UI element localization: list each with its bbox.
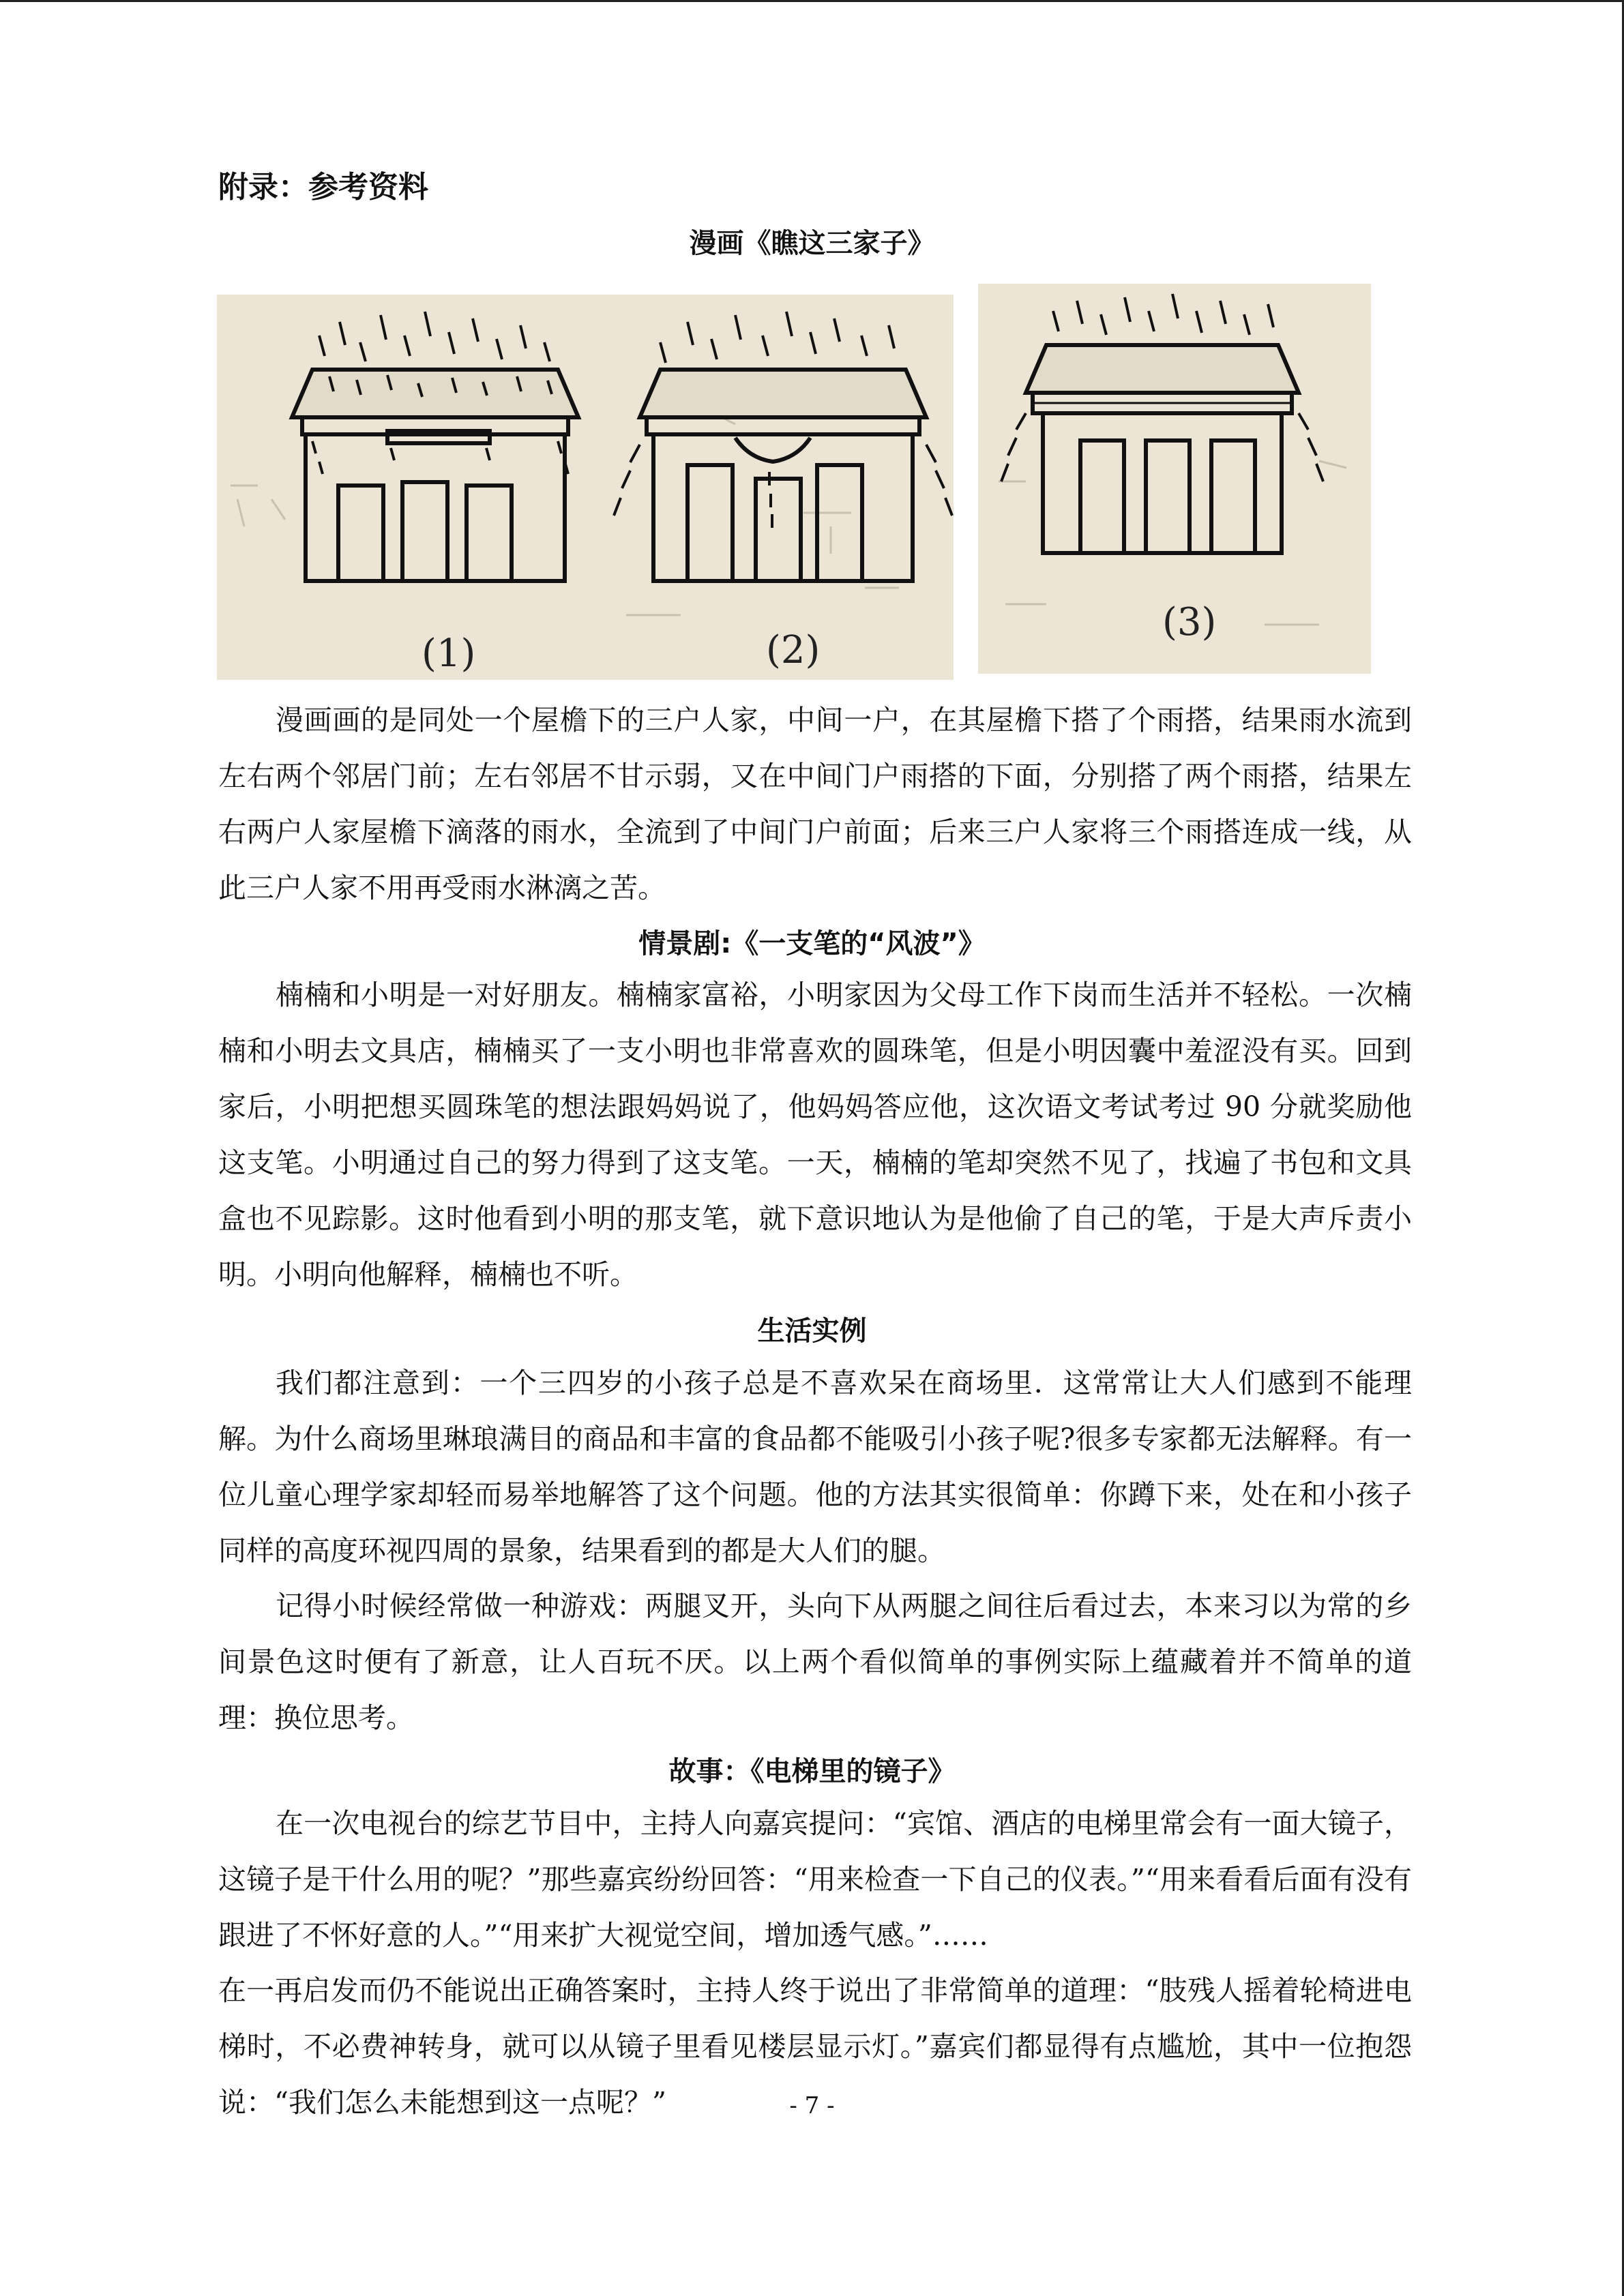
comic-title: 漫画《瞧这三家子》 [689, 228, 935, 259]
comic-image-panels-1-2 [217, 295, 954, 680]
story-paragraph-1: 在一次电视台的综艺节目中，主持人向嘉宾提问：“宾馆、酒店的电梯里常会有一面大镜子，这镜子是干什么用的呢？”那些嘉宾纷纷回答：“用来检查一下自己的仪表。”“用来看看后面有没有跟进了不怀好意的人。”“用来扩大视觉空间，增加透气感。”…… [218, 1807, 1412, 1952]
house-3 [1026, 345, 1299, 553]
page-top-border [0, 0, 1624, 2]
drama-title: 情景剧:《一支笔的“风波”》 [638, 928, 986, 959]
house-1 [292, 370, 578, 581]
appendix-title: 附录：参考资料 [218, 170, 428, 205]
panel-label-2: (2) [766, 628, 821, 672]
panel-label-3: (3) [1162, 600, 1217, 644]
drama-paragraph: 楠楠和小明是一对好朋友。楠楠家富裕，小明家因为父母工作下岗而生活并不轻松。一次楠楠和小明去文具店，楠楠买了一支小明也非常喜欢的圆珠笔，但是小明因囊中羞涩没有买。回到家后，小明把想买圆珠笔的想法跟妈妈说了，他妈妈答应他，这次语文考试考过 90 分就奖励他这支笔。小明通过自己的努力得到了这支笔。一天，楠楠的笔却突然不见了，找遍了书包和文具盒也不见踪影。这时他看到小明的那支笔，就下意识地认为是他偷了自己的笔，于是大声斥责小明。小明向他解释，楠楠也不听。 [218, 979, 1412, 1291]
page-number: - 7 - [789, 2092, 835, 2119]
life-example-title: 生活实例 [757, 1315, 867, 1347]
panel-label-1: (1) [422, 631, 476, 676]
comic-description: 漫画画的是同处一个屋檐下的三户人家，中间一户，在其屋檐下搭了个雨搭，结果雨水流到左右两个邻居门前；左右邻居不甘示弱，又在中间门户雨搭的下面，分别搭了两个雨搭，结果左右两户人家屋檐下滴落的雨水，全流到了中间门户前面；后来三户人家将三个雨搭连成一线，从此三户人家不用再受雨水淋漓之苦。 [218, 704, 1412, 904]
house-2 [640, 370, 926, 581]
comic-image-panel-3 [978, 284, 1371, 674]
story-paragraph-2: 在一再启发而仍不能说出正确答案时，主持人终于说出了非常简单的道理：“肢残人摇着轮椅进电梯时，不必费神转身，就可以从镜子里看见楼层显示灯。”嘉宾们都显得有点尴尬，其中一位抱怨说：“我们怎么未能想到这一点呢？” [218, 1974, 1412, 2119]
life-example-paragraph-2: 记得小时候经常做一种游戏：两腿叉开，头向下从两腿之间往后看过去，本来习以为常的乡间景色这时便有了新意，让人百玩不厌。以上两个看似简单的事例实际上蕴藏着并不简单的道理：换位思考。 [218, 1590, 1412, 1734]
life-example-paragraph-1: 我们都注意到：一个三四岁的小孩子总是不喜欢呆在商场里．这常常让大人们感到不能理解。为什么商场里琳琅满目的商品和丰富的食品都不能吸引小孩子呢?很多专家都无法解释。有一位儿童心理学家却轻而易举地解答了这个问题。他的方法其实很简单：你蹲下来，处在和小孩子同样的高度环视四周的景象，结果看到的都是大人们的腿。 [218, 1367, 1412, 1567]
story-title: 故事：《电梯里的镜子》 [668, 1756, 956, 1787]
